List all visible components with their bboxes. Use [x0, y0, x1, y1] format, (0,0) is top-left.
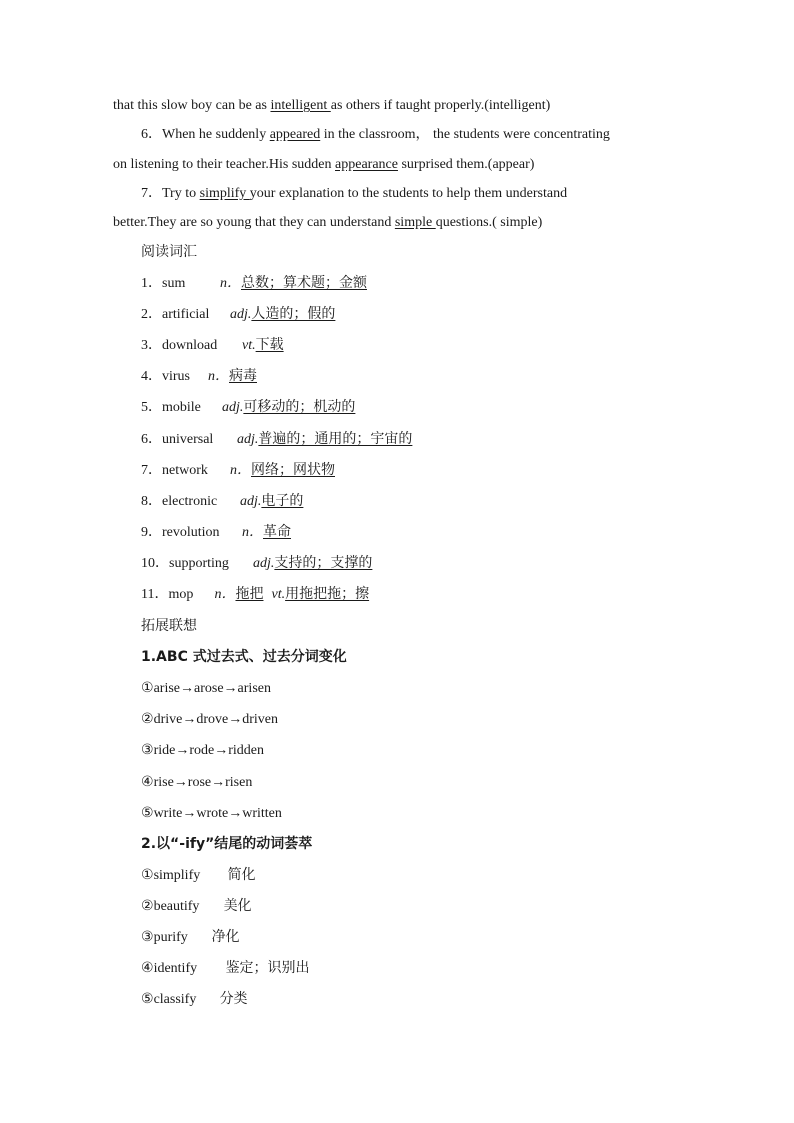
item-number: 1． [141, 276, 162, 291]
item-number: 7． [141, 186, 162, 201]
vocab-meaning: 网络；网状物 [251, 462, 335, 478]
item-number: 6． [141, 127, 162, 142]
part-of-speech: n． [220, 276, 241, 291]
sentence-text: that this slow boy can be as [113, 98, 271, 113]
vocab-word: supporting [169, 556, 229, 571]
vocab-item [141, 367, 257, 386]
vocab-meaning: 革命 [263, 524, 291, 540]
arrow-icon: → [214, 743, 229, 758]
ify-meaning: 简化 [227, 867, 256, 883]
ify-meaning: 分类 [219, 991, 248, 1007]
vocab-meaning: 电子的 [261, 493, 304, 509]
circled-number: ① [141, 680, 154, 696]
vocab-item [141, 461, 335, 480]
vocab-meaning: 用拖把拖；擦 [285, 586, 370, 602]
circled-number: ④ [141, 774, 154, 790]
part-of-speech: vt. [242, 338, 256, 353]
verb-base: drive [153, 712, 183, 727]
arrow-icon: → [228, 712, 243, 727]
ify-meaning: 净化 [211, 929, 240, 945]
arrow-icon: → [223, 681, 238, 696]
sentence-text: Try to [162, 186, 200, 201]
part-of-speech: n． [230, 463, 251, 478]
verb-past: rose [187, 775, 212, 790]
circled-number: ⑤ [141, 805, 154, 821]
vocab-word: artificial [162, 307, 210, 322]
item-number: 3． [141, 338, 162, 353]
circled-number: ① [141, 867, 154, 883]
part-of-speech: adj. [253, 556, 275, 571]
vocab-item [141, 430, 412, 449]
ify-verb-item [141, 897, 252, 916]
part-of-speech: n． [242, 525, 263, 540]
ify-verb: identify [153, 961, 198, 976]
sentence-text: surprised them.(appear) [397, 157, 535, 172]
circled-number: ④ [141, 960, 154, 976]
circled-number: ② [141, 711, 154, 727]
ify-verb-item [141, 990, 248, 1009]
vocab-item [141, 523, 291, 542]
verb-past: drove [196, 712, 229, 727]
verb-past: rode [189, 743, 215, 758]
item-number: 6． [141, 432, 162, 447]
verb-form-item [141, 679, 271, 698]
arrow-icon: → [211, 775, 226, 790]
sentence-text: questions.( simple) [435, 215, 543, 230]
ify-verb-item [141, 928, 240, 947]
sentence-text: When he suddenly [162, 127, 270, 142]
sentence-text: on listening to their teacher.His sudden [113, 157, 336, 172]
ify-verb-item [141, 959, 310, 978]
arrow-icon: → [180, 681, 194, 696]
vocab-meaning: 普遍的；通用的；宇宙的 [258, 431, 413, 447]
verb-past: wrote [196, 806, 229, 821]
item-number: 10． [141, 556, 169, 571]
ify-meaning: 美化 [223, 898, 252, 914]
vocab-item [141, 274, 367, 293]
vocab-meaning: 总数；算术题；金额 [241, 275, 367, 291]
arrow-icon: → [228, 806, 243, 821]
vocab-word: virus [162, 369, 190, 384]
answer-blank: intelligent [270, 98, 331, 113]
vocab-meaning: 病毒 [229, 368, 257, 384]
vocab-word: revolution [162, 525, 220, 540]
ify-verb: simplify [153, 868, 201, 883]
circled-number: ② [141, 898, 154, 914]
circled-number: ③ [141, 929, 154, 945]
verb-base: ride [153, 743, 176, 758]
exercise-line [113, 156, 534, 174]
vocab-meaning: 下载 [255, 337, 284, 353]
verb-base: write [153, 806, 183, 821]
ify-verb: purify [153, 930, 188, 945]
vocab-meaning: 支持的；支撑的 [274, 555, 373, 571]
vocab-item [141, 554, 372, 573]
sentence-text: your explanation to the students to help them understand [249, 186, 568, 201]
vocab-item [141, 585, 369, 604]
sentence-text: in the classroom， the students were concentrating [320, 127, 610, 142]
vocab-meaning: 人造的；假的 [251, 306, 336, 322]
vocab-word: network [162, 463, 208, 478]
vocab-word: mop [168, 587, 194, 602]
verb-form-item [141, 741, 264, 760]
arrow-icon: → [182, 806, 197, 821]
exercise-line [141, 126, 610, 144]
verb-past-participle: risen [225, 775, 253, 790]
ify-verb-item [141, 866, 256, 885]
exercise-line [113, 214, 542, 232]
vocab-meaning: 拖把 [235, 586, 264, 602]
answer-blank: simple [394, 215, 436, 230]
verb-form-item [141, 804, 282, 823]
vocab-word: download [162, 338, 218, 353]
verb-past-participle: driven [242, 712, 278, 727]
part-of-speech: adj. [230, 307, 252, 322]
vocab-item [141, 336, 284, 355]
vocab-word: mobile [162, 400, 201, 415]
vocab-item [141, 492, 303, 511]
part-of-speech: vt. [271, 587, 286, 602]
vocab-item [141, 398, 355, 417]
vocab-word: electronic [162, 494, 218, 509]
part-of-speech: n． [214, 587, 236, 602]
part-of-speech: adj. [240, 494, 262, 509]
verb-past: arose [194, 681, 224, 696]
item-number: 4． [141, 369, 162, 384]
section-heading: 阅读词汇 [141, 244, 197, 260]
verb-base: rise [153, 775, 174, 790]
sentence-text: better.They are so young that they can understand [113, 215, 395, 230]
ify-verb: classify [153, 992, 197, 1007]
answer-blank: appearance [335, 157, 398, 172]
exercise-line [141, 185, 567, 203]
circled-number: ③ [141, 742, 154, 758]
item-number: 7． [141, 463, 162, 478]
item-number: 9． [141, 525, 162, 540]
arrow-icon: → [173, 775, 188, 790]
part-of-speech: adj. [237, 432, 259, 447]
item-number: 11． [141, 587, 169, 602]
answer-blank: simplify [199, 186, 250, 201]
answer-blank: appeared [269, 127, 321, 142]
subsection-title: 2.以“-ify”结尾的动词荟萃 [141, 836, 313, 852]
verb-base: arise [153, 681, 180, 696]
exercise-line [113, 97, 550, 115]
verb-past-participle: written [242, 806, 282, 821]
vocab-meaning: 可移动的；机动的 [243, 399, 356, 415]
vocab-item [141, 305, 335, 324]
verb-past-participle: arisen [237, 681, 271, 696]
arrow-icon: → [175, 743, 190, 758]
verb-form-item [141, 773, 252, 792]
arrow-icon: → [182, 712, 197, 727]
verb-past-participle: ridden [228, 743, 264, 758]
item-number: 8． [141, 494, 162, 509]
vocab-word: universal [162, 432, 214, 447]
ify-meaning: 鉴定；识别出 [225, 960, 310, 976]
subsection-title: 1.ABC 式过去式、过去分词变化 [141, 649, 347, 665]
part-of-speech: n． [208, 369, 229, 384]
circled-number: ⑤ [141, 991, 154, 1007]
verb-form-item [141, 710, 278, 729]
sentence-text: as others if taught properly.(intelligent) [330, 98, 551, 113]
item-number: 5． [141, 400, 162, 415]
ify-verb: beautify [153, 899, 200, 914]
section-heading: 拓展联想 [141, 618, 197, 634]
item-number: 2． [141, 307, 162, 322]
part-of-speech: adj. [222, 400, 244, 415]
vocab-word: sum [162, 276, 186, 291]
